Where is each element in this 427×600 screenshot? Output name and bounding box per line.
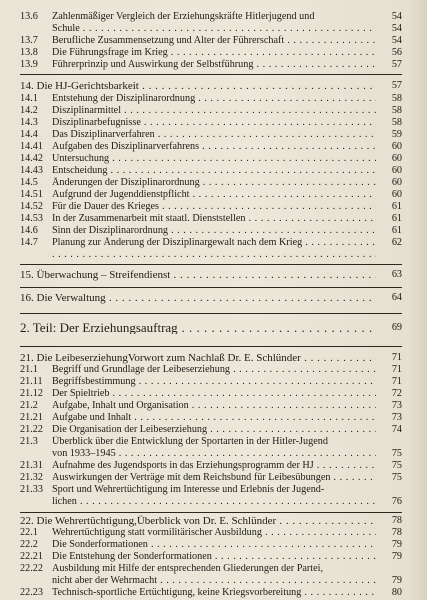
toc-entry bbox=[20, 117, 402, 129]
section-divider bbox=[20, 264, 402, 265]
entry-title: Begriff und Grundlage der Leibeserziehung . . . bbox=[52, 364, 376, 376]
chapter-title: 16. Die Verwaltung . . . bbox=[20, 292, 376, 304]
entry-title: Entstehung der Disziplinarordnung . . . bbox=[52, 93, 376, 105]
entry-number: 22.21 bbox=[20, 551, 43, 562]
entry-page: 54 bbox=[391, 23, 402, 34]
entry-page: 72 bbox=[391, 388, 402, 399]
section-divider bbox=[20, 346, 402, 347]
entry-title: Die Sonderformationen . . . bbox=[52, 539, 376, 551]
entry-number: 14.6 bbox=[20, 225, 38, 236]
toc-entry bbox=[20, 47, 402, 59]
entry-number: 21.22 bbox=[20, 424, 43, 435]
entry-title: Disziplinarbefugnisse . . . bbox=[52, 117, 376, 129]
entry-page: 75 bbox=[391, 460, 402, 471]
entry-number: 21.3 bbox=[20, 436, 38, 447]
entry-page: 61 bbox=[391, 225, 402, 236]
entry-title: Zahlenmäßiger Vergleich der Erziehungskräfte Hitlerjugend und bbox=[52, 11, 315, 22]
entry-number: 14.42 bbox=[20, 153, 43, 164]
entry-page: 57 bbox=[391, 80, 402, 91]
entry-number: 21.1 bbox=[20, 364, 38, 375]
entry-title: Auswirkungen der Verträge mit dem Reichsbund für Leibesübungen . . . bbox=[52, 472, 376, 484]
entry-page: 60 bbox=[391, 153, 402, 164]
entry-number: 14.3 bbox=[20, 117, 38, 128]
entry-page: 60 bbox=[391, 165, 402, 176]
entry-title: Für die Dauer des Krieges . . . bbox=[52, 201, 376, 213]
entry-number: 21.32 bbox=[20, 472, 43, 483]
entry-title bbox=[52, 249, 376, 261]
toc-entry bbox=[20, 249, 402, 261]
entry-page: 76 bbox=[391, 496, 402, 507]
entry-page: 78 bbox=[391, 515, 402, 526]
entry-page: 58 bbox=[391, 93, 402, 104]
entry-title: Der Spieltrieb . . . bbox=[52, 388, 376, 400]
section-divider bbox=[20, 287, 402, 288]
entry-number: 21.33 bbox=[20, 484, 43, 495]
entry-page: 59 bbox=[391, 129, 402, 140]
entry-number: 14.2 bbox=[20, 105, 38, 116]
entry-title: Schule . . . bbox=[52, 23, 376, 35]
entry-title: Ausbildung mit Hilfe der entsprechenden Gliederungen der Partei, bbox=[52, 563, 324, 574]
entry-page: 64 bbox=[391, 292, 402, 303]
entry-page: 58 bbox=[391, 117, 402, 128]
entry-number: 14.41 bbox=[20, 141, 43, 152]
toc-entry-continuation bbox=[20, 448, 402, 460]
part-title: 2. Teil: Der Erziehungsauftrag . . . bbox=[20, 322, 376, 334]
entry-page: 63 bbox=[391, 269, 402, 280]
toc-entry bbox=[20, 153, 402, 165]
entry-title: In der Zusammenarbeit mit staatl. Dienststellen . . . bbox=[52, 213, 376, 225]
toc-chapter-heading bbox=[20, 515, 402, 527]
entry-page: 74 bbox=[391, 424, 402, 435]
entry-title: Planung zur Änderung der Disziplinargewalt nach dem Krieg . . . bbox=[52, 237, 376, 249]
section-divider bbox=[20, 313, 402, 314]
entry-title: Änderungen der Disziplinarordnung . . . bbox=[52, 177, 376, 189]
entry-number: 14.4 bbox=[20, 129, 38, 140]
toc-entry-continuation bbox=[20, 496, 402, 508]
entry-number: 14.53 bbox=[20, 213, 43, 224]
chapter-title: 21. Die LeibeserziehungVorwort zum Nachlaß Dr. E. Schlünder . . . bbox=[20, 352, 376, 364]
entry-page: 54 bbox=[391, 11, 402, 22]
toc-chapter-heading bbox=[20, 292, 402, 304]
entry-page: 79 bbox=[391, 575, 402, 586]
toc-entry bbox=[20, 460, 402, 472]
entry-page: 75 bbox=[391, 448, 402, 459]
entry-page: 73 bbox=[391, 412, 402, 423]
entry-title: Aufgaben des Disziplinarverfahrens . . . bbox=[52, 141, 376, 153]
toc-entry bbox=[20, 165, 402, 177]
toc-entry bbox=[20, 11, 402, 23]
entry-number: 14.7 bbox=[20, 237, 38, 248]
entry-page: 60 bbox=[391, 189, 402, 200]
entry-number: 13.9 bbox=[20, 59, 38, 70]
entry-title: Aufnahme des Jugendsports in das Erziehungsprogramm der HJ . . . bbox=[52, 460, 376, 472]
entry-number: 21.31 bbox=[20, 460, 43, 471]
toc-entry bbox=[20, 213, 402, 225]
section-divider bbox=[20, 74, 402, 75]
entry-page: 80 bbox=[391, 587, 402, 598]
chapter-title: 15. Überwachung – Streifendienst . . . bbox=[20, 269, 376, 281]
toc-entry bbox=[20, 376, 402, 388]
entry-page: 71 bbox=[391, 376, 402, 387]
toc-entry bbox=[20, 105, 402, 117]
toc-entry bbox=[20, 472, 402, 484]
entry-page: 79 bbox=[391, 539, 402, 550]
toc-entry-continuation bbox=[20, 23, 402, 35]
entry-page: 54 bbox=[391, 35, 402, 46]
toc-entry bbox=[20, 35, 402, 47]
entry-page: 79 bbox=[391, 551, 402, 562]
entry-number: 14.5 bbox=[20, 177, 38, 188]
entry-title: Sport und Wehrertüchtigung im Interesse und Erlebnis der Jugend- bbox=[52, 484, 325, 495]
toc-entry bbox=[20, 189, 402, 201]
entry-title: Führerprinzip und Auswirkung der Selbstführung . . . bbox=[52, 59, 376, 71]
entry-number: 21.21 bbox=[20, 412, 43, 423]
entry-page: 57 bbox=[391, 59, 402, 70]
entry-number: 13.6 bbox=[20, 11, 38, 22]
toc-entry bbox=[20, 424, 402, 436]
entry-number: 14.43 bbox=[20, 165, 43, 176]
entry-title: Das Disziplinarverfahren . . . bbox=[52, 129, 376, 141]
entry-number: 21.12 bbox=[20, 388, 43, 399]
entry-number: 22.1 bbox=[20, 527, 38, 538]
entry-title: Technisch-sportliche Ertüchtigung, keine Kriegsvorbereitung . . . bbox=[52, 587, 376, 599]
toc-part-heading bbox=[20, 322, 402, 334]
entry-page: 69 bbox=[391, 322, 402, 333]
page-edge-shadow bbox=[409, 0, 427, 600]
entry-page: 61 bbox=[391, 213, 402, 224]
entry-page: 61 bbox=[391, 201, 402, 212]
toc-entry bbox=[20, 177, 402, 189]
entry-title: lichen . . . bbox=[52, 496, 376, 508]
entry-number: 22.2 bbox=[20, 539, 38, 550]
entry-number: 14.1 bbox=[20, 93, 38, 104]
entry-title: von 1933–1945 . . . bbox=[52, 448, 376, 460]
toc-entry bbox=[20, 129, 402, 141]
toc-entry-continuation bbox=[20, 575, 402, 587]
entry-title: Die Führungsfrage im Krieg . . . bbox=[52, 47, 376, 59]
toc-entry bbox=[20, 551, 402, 563]
entry-title: Berufliche Zusammensetzung und Alter der Führerschaft . . . bbox=[52, 35, 376, 47]
entry-number: 22.22 bbox=[20, 563, 43, 574]
entry-page: 60 bbox=[391, 141, 402, 152]
entry-page: 56 bbox=[391, 47, 402, 58]
toc-chapter-heading bbox=[20, 80, 402, 92]
toc-entry bbox=[20, 225, 402, 237]
entry-number: 14.51 bbox=[20, 189, 43, 200]
toc-entry bbox=[20, 563, 402, 575]
chapter-title: 22. Die Wehrertüchtigung,Überblick von Dr. E. Schlünder . . . bbox=[20, 515, 376, 527]
toc-entry bbox=[20, 237, 402, 249]
entry-page: 60 bbox=[391, 177, 402, 188]
toc-entry bbox=[20, 412, 402, 424]
entry-page: 71 bbox=[391, 364, 402, 375]
toc-entry bbox=[20, 400, 402, 412]
entry-title: Wehrertüchtigung statt vormilitärischer Ausbildung . . . bbox=[52, 527, 376, 539]
section-divider bbox=[20, 512, 402, 513]
entry-number: 14.52 bbox=[20, 201, 43, 212]
entry-number: 21.11 bbox=[20, 376, 43, 387]
toc-entry bbox=[20, 141, 402, 153]
toc-entry bbox=[20, 59, 402, 71]
entry-page: 78 bbox=[391, 527, 402, 538]
entry-number: 13.7 bbox=[20, 35, 38, 46]
entry-title: Aufgabe und Inhalt . . . bbox=[52, 412, 376, 424]
entry-number: 13.8 bbox=[20, 47, 38, 58]
entry-page: 73 bbox=[391, 400, 402, 411]
entry-page: 75 bbox=[391, 472, 402, 483]
toc-entry bbox=[20, 201, 402, 213]
entry-title: Begriffsbestimmung . . . bbox=[52, 376, 376, 388]
entry-title: Überblick über die Entwicklung der Sportarten in der Hitler-Jugend bbox=[52, 436, 328, 447]
entry-title: Disziplinarmittel . . . bbox=[52, 105, 376, 117]
entry-number: 22.23 bbox=[20, 587, 43, 598]
entry-page: 62 bbox=[391, 237, 402, 248]
toc-entry bbox=[20, 484, 402, 496]
entry-title: Aufgabe, Inhalt und Organisation . . . bbox=[52, 400, 376, 412]
entry-title: Die Entstehung der Sonderformationen . . . bbox=[52, 551, 376, 563]
toc-entry bbox=[20, 364, 402, 376]
entry-title: Untersuchung . . . bbox=[52, 153, 376, 165]
entry-title: Entscheidung . . . bbox=[52, 165, 376, 177]
chapter-title: 14. Die HJ-Gerichtsbarkeit . . . bbox=[20, 80, 376, 92]
toc-entry bbox=[20, 527, 402, 539]
toc-chapter-heading bbox=[20, 269, 402, 281]
entry-number: 21.2 bbox=[20, 400, 38, 411]
toc-entry bbox=[20, 539, 402, 551]
toc-entry bbox=[20, 436, 402, 448]
toc-entry bbox=[20, 93, 402, 105]
toc-entry bbox=[20, 587, 402, 599]
entry-page: 71 bbox=[391, 352, 402, 363]
entry-title: Aufgrund der Jugenddienstpflicht . . . bbox=[52, 189, 376, 201]
entry-page: 58 bbox=[391, 105, 402, 116]
toc-entry bbox=[20, 388, 402, 400]
entry-title: Sinn der Disziplinarordnung . . . bbox=[52, 225, 376, 237]
toc-chapter-heading bbox=[20, 352, 402, 364]
entry-title: nicht aber der Wehrmacht . . . bbox=[52, 575, 376, 587]
entry-title: Die Organisation der Leibeserziehung . . . bbox=[52, 424, 376, 436]
